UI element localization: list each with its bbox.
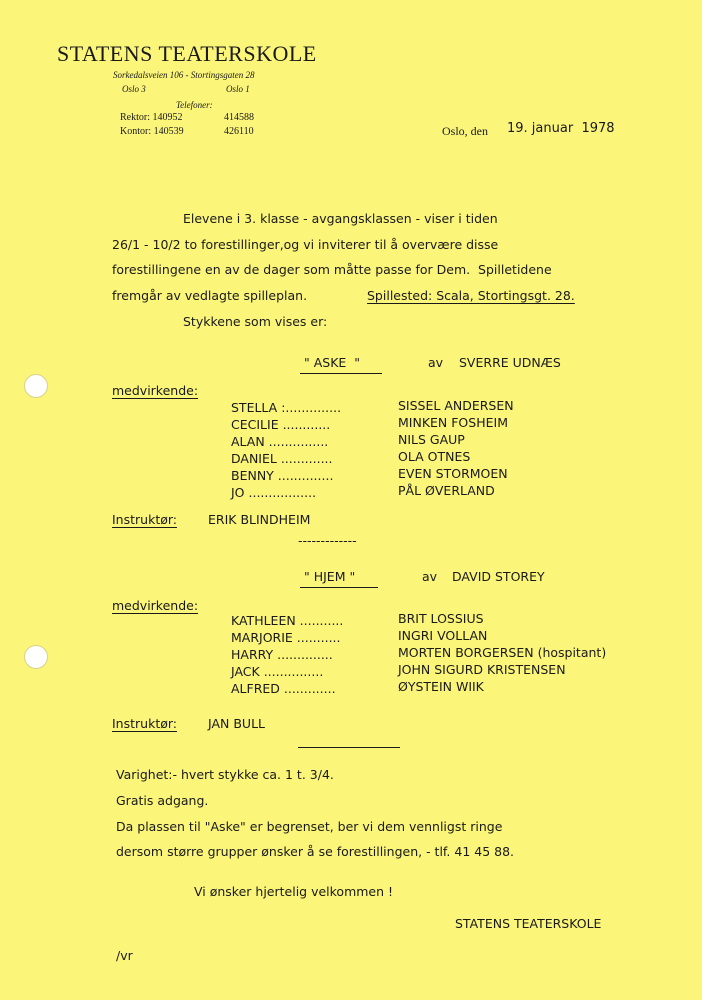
play1-actor-5: EVEN STORMOEN [398,466,508,481]
play2-actor-4: JOHN SIGURD KRISTENSEN [398,662,566,677]
play2-by: av [422,569,438,584]
closing-divider [298,747,400,748]
free-entry-text: Gratis adgang. [116,793,209,808]
play1-actor-1: SISSEL ANDERSEN [398,398,514,413]
play2-title: " HJEM " [304,569,356,584]
play2-role-3: HARRY .............. [231,647,333,662]
play1-instructor: ERIK BLINDHEIM [208,512,311,527]
play2-cast-label: medvirkende: [112,598,199,613]
duration-text: Varighet:- hvert stykke ca. 1 t. 3/4. [116,767,334,782]
play1-title-underline [300,373,382,374]
play1-role-3: ALAN ............... [231,434,329,449]
play2-instructor: JAN BULL [208,716,265,731]
play1-instructor-label: Instruktør: [112,512,178,527]
city-right: Oslo 1 [226,84,250,94]
section-separator: ------------- [298,533,357,548]
play1-role-6: JO ................. [231,485,317,500]
play2-role-4: JACK ............... [231,664,324,679]
intro-line-2: 26/1 - 10/2 to forestillinger,og vi inviterer til å overvære disse [112,237,499,252]
org-name: STATENS TEATERSKOLE [57,41,317,66]
play1-actor-6: PÅL ØVERLAND [398,483,495,498]
play2-instructor-label: Instruktør: [112,716,178,731]
punch-hole-bottom [24,645,48,669]
play2-author: DAVID STOREY [452,569,545,584]
date-value: 19. januar 1978 [507,121,615,136]
play2-actor-1: BRIT LOSSIUS [398,611,484,626]
date-prefix: Oslo, den [442,124,488,138]
play2-role-5: ALFRED ............. [231,681,336,696]
phone-heading: Telefoner: [176,100,213,110]
play1-role-2: CECILIE ............ [231,417,331,432]
kontor-alt-phone: 426110 [224,126,254,137]
play2-actor-2: INGRI VOLLAN [398,628,488,643]
typist-initials: /vr [116,948,133,963]
play1-author: SVERRE UDNÆS [459,355,561,370]
city-left: Oslo 3 [122,84,146,94]
rektor-phone: Rektor: 140952 [120,112,183,123]
play1-title: " ASKE " [304,355,360,370]
play1-by: av [428,355,444,370]
play2-role-2: MARJORIE ........... [231,630,341,645]
signature: STATENS TEATERSKOLE [455,916,602,931]
play2-actor-3: MORTEN BORGERSEN (hospitant) [398,645,607,660]
play1-role-1: STELLA :.............. [231,400,342,415]
intro-line-5: Stykkene som vises er: [183,314,328,329]
note-line-2: dersom større grupper ønsker å se forestillingen, - tlf. 41 45 88. [116,844,514,859]
intro-line-4: fremgår av vedlagte spilleplan. [112,288,308,303]
address-line: Sorkedalsveien 106 - Stortingsgaten 28 [113,70,255,80]
intro-line-3: forestillingene en av de dager som måtte passe for Dem. Spilletidene [112,262,552,277]
note-line-1: Da plassen til "Aske" er begrenset, ber vi dem vennligst ringe [116,819,503,834]
intro-line-1: Elevene i 3. klasse - avgangsklassen - viser i tiden [183,211,498,226]
play2-actor-5: ØYSTEIN WIIK [398,679,484,694]
play1-actor-3: NILS GAUP [398,432,465,447]
play1-role-4: DANIEL ............. [231,451,333,466]
play2-role-1: KATHLEEN ........... [231,613,344,628]
rektor-alt-phone: 414588 [224,112,254,123]
welcome-text: Vi ønsker hjertelig velkommen ! [194,884,394,899]
play1-actor-2: MINKEN FOSHEIM [398,415,508,430]
play1-actor-4: OLA OTNES [398,449,471,464]
punch-hole-top [24,374,48,398]
play2-title-underline [300,587,378,588]
play1-role-5: BENNY .............. [231,468,334,483]
venue-text: Spillested: Scala, Stortingsgt. 28. [367,288,575,303]
kontor-phone: Kontor: 140539 [120,126,184,137]
play1-cast-label: medvirkende: [112,383,199,398]
